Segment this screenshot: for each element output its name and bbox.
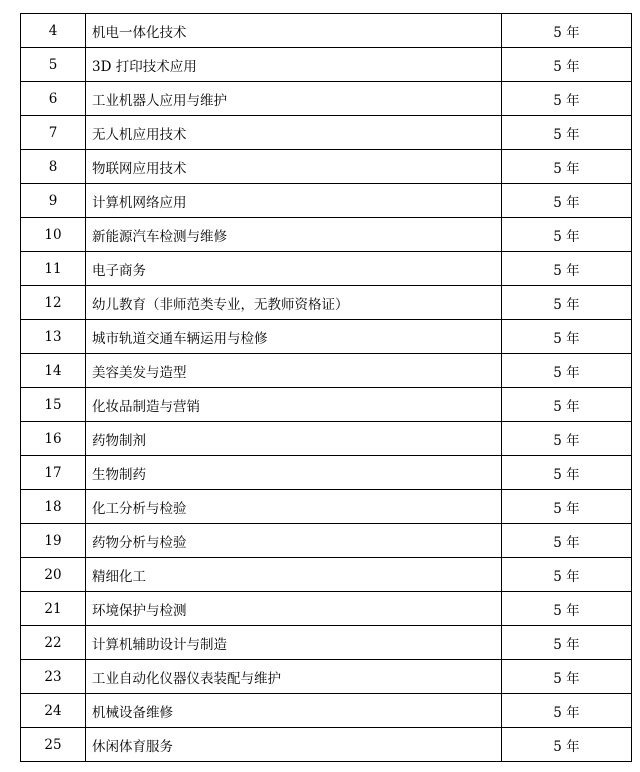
row-number-cell: 11: [21, 252, 86, 286]
duration-cell: 5 年: [502, 626, 632, 660]
table-row: [21, 354, 632, 388]
program-name-cell: 城市轨道交通车辆运用与检修: [86, 320, 502, 354]
table-row: [21, 694, 632, 728]
program-name-cell: 环境保护与检测: [86, 592, 502, 626]
row-number-cell: 13: [21, 320, 86, 354]
duration-cell: 5 年: [502, 660, 632, 694]
duration-cell: 5 年: [502, 524, 632, 558]
row-number-cell: 18: [21, 490, 86, 524]
row-number-cell: 8: [21, 150, 86, 184]
row-number-cell: 9: [21, 184, 86, 218]
program-table-body: [21, 14, 632, 762]
duration-cell: 5 年: [502, 456, 632, 490]
table-row: [21, 524, 632, 558]
row-number-cell: 16: [21, 422, 86, 456]
duration-cell: 5 年: [502, 150, 632, 184]
duration-cell: 5 年: [502, 252, 632, 286]
table-row: [21, 218, 632, 252]
duration-cell: 5 年: [502, 320, 632, 354]
table-row: [21, 558, 632, 592]
row-number-cell: 21: [21, 592, 86, 626]
row-number-cell: 10: [21, 218, 86, 252]
row-number-cell: 14: [21, 354, 86, 388]
table-row: [21, 626, 632, 660]
program-name-cell: 机电一体化技术: [86, 14, 502, 48]
table-row: [21, 490, 632, 524]
duration-cell: 5 年: [502, 354, 632, 388]
row-number-cell: 20: [21, 558, 86, 592]
duration-cell: 5 年: [502, 694, 632, 728]
program-name-cell: 物联网应用技术: [86, 150, 502, 184]
program-name-cell: 无人机应用技术: [86, 116, 502, 150]
row-number-cell: 5: [21, 48, 86, 82]
duration-cell: 5 年: [502, 728, 632, 762]
duration-cell: 5 年: [502, 218, 632, 252]
table-row: [21, 422, 632, 456]
duration-cell: 5 年: [502, 48, 632, 82]
program-name-cell: 工业机器人应用与维护: [86, 82, 502, 116]
row-number-cell: 25: [21, 728, 86, 762]
program-name-cell: 工业自动化仪器仪表装配与维护: [86, 660, 502, 694]
program-name-cell: 新能源汽车检测与维修: [86, 218, 502, 252]
duration-cell: 5 年: [502, 592, 632, 626]
row-number-cell: 6: [21, 82, 86, 116]
program-name-cell: 机械设备维修: [86, 694, 502, 728]
table-row: [21, 48, 632, 82]
duration-cell: 5 年: [502, 82, 632, 116]
table-row: [21, 14, 632, 48]
duration-cell: 5 年: [502, 422, 632, 456]
table-row: [21, 150, 632, 184]
table-row: [21, 184, 632, 218]
table-row: [21, 320, 632, 354]
row-number-cell: 4: [21, 14, 86, 48]
table-row: [21, 456, 632, 490]
program-name-cell: 药物分析与检验: [86, 524, 502, 558]
duration-cell: 5 年: [502, 14, 632, 48]
duration-cell: 5 年: [502, 116, 632, 150]
program-name-cell: 幼儿教育（非师范类专业，无教师资格证）: [86, 286, 502, 320]
program-name-cell: 药物制剂: [86, 422, 502, 456]
program-name-cell: 3D 打印技术应用: [86, 48, 502, 82]
row-number-cell: 12: [21, 286, 86, 320]
program-name-cell: 美容美发与造型: [86, 354, 502, 388]
program-name-cell: 生物制药: [86, 456, 502, 490]
table-row: [21, 388, 632, 422]
table-row: [21, 728, 632, 762]
program-name-cell: 精细化工: [86, 558, 502, 592]
row-number-cell: 15: [21, 388, 86, 422]
duration-cell: 5 年: [502, 286, 632, 320]
program-table: [20, 13, 632, 762]
duration-cell: 5 年: [502, 558, 632, 592]
duration-cell: 5 年: [502, 490, 632, 524]
row-number-cell: 19: [21, 524, 86, 558]
program-name-cell: 电子商务: [86, 252, 502, 286]
row-number-cell: 7: [21, 116, 86, 150]
program-name-cell: 化妆品制造与营销: [86, 388, 502, 422]
program-name-cell: 计算机辅助设计与制造: [86, 626, 502, 660]
table-row: [21, 116, 632, 150]
table-row: [21, 252, 632, 286]
table-row: [21, 592, 632, 626]
program-name-cell: 化工分析与检验: [86, 490, 502, 524]
table-row: [21, 286, 632, 320]
duration-cell: 5 年: [502, 388, 632, 422]
row-number-cell: 24: [21, 694, 86, 728]
row-number-cell: 23: [21, 660, 86, 694]
program-name-cell: 计算机网络应用: [86, 184, 502, 218]
table-row: [21, 82, 632, 116]
row-number-cell: 22: [21, 626, 86, 660]
row-number-cell: 17: [21, 456, 86, 490]
table-row: [21, 660, 632, 694]
duration-cell: 5 年: [502, 184, 632, 218]
program-name-cell: 休闲体育服务: [86, 728, 502, 762]
